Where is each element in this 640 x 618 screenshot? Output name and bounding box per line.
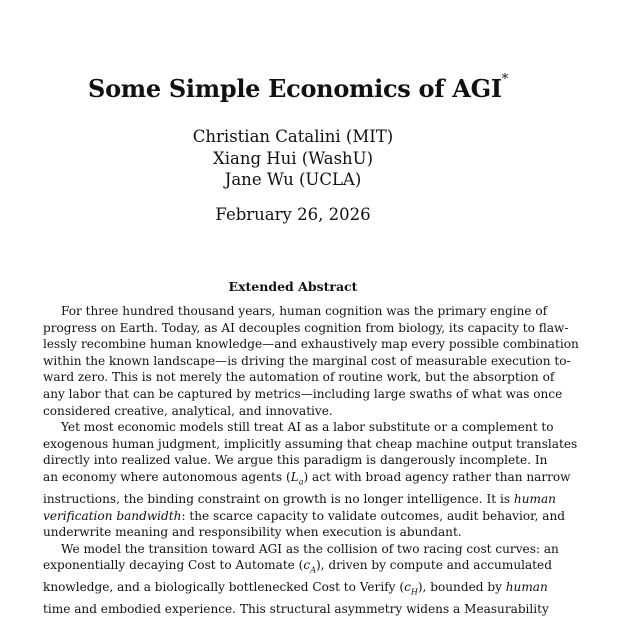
author-name: Xiang Hui (WashU) (212, 148, 374, 168)
text-line: exogenous human judgment, implicitly assuming that cheap machine output translates (43, 436, 578, 451)
author-list (0, 126, 586, 191)
abstract-body (43, 303, 579, 618)
paper-title (0, 74, 596, 103)
text-line: an economy where autonomous agents $(L_a)$ act with broad agency rather than narrow (43, 469, 571, 487)
text-line: progress on Earth. Today, as AI decouples cognition from biology, its capacity to flaw- (43, 320, 569, 335)
text-line: time and embodied experience. This structural asymmetry widens a Measurability (43, 602, 549, 617)
text-line: instructions, the binding constraint on growth is no longer intelligence. It is human (43, 491, 556, 506)
text-line: We model the transition toward AGI as the collision of two racing cost curves: an (61, 541, 559, 556)
text-line: verification bandwidth: the scarce capacity to validate outcomes, audit behavior, and (43, 508, 566, 523)
abstract-heading: Extended Abstract (228, 279, 358, 294)
abstract-paragraph (43, 303, 579, 419)
text-line: underwrite meaning and responsibility when execution is abundant. (43, 525, 462, 540)
paper-title-text: Some Simple Economics of AGI (88, 74, 502, 103)
text-line: knowledge, and a biologically bottlenecked Cost to Verify $(c_H)$, bounded by human (43, 580, 548, 597)
author-name: Jane Wu (UCLA) (224, 170, 362, 189)
abstract-paragraph (43, 541, 559, 618)
text-line: exponentially decaying Cost to Automate $(c_A)$, driven by compute and accumulated (43, 558, 552, 575)
text-line: For three hundred thousand years, human cognition was the primary engine of (61, 304, 548, 318)
text-line: within the known landscape—is driving the marginal cost of measurable execution to- (43, 353, 571, 368)
paper-date: February 26, 2026 (215, 205, 371, 224)
text-line: any labor that can be captured by metrics—including large swaths of what was once (43, 386, 563, 401)
text-line: considered creative, analytical, and innovative. (43, 403, 333, 418)
author-name: Christian Catalini (MIT) (192, 127, 394, 146)
title-footnote-mark: * (501, 72, 508, 87)
text-line: ward zero. This is not merely the automation of routine work, but the absorption of (43, 370, 555, 385)
text-line: lessly recombine human knowledge—and exhaustively map every possible combination (43, 337, 579, 352)
text-line: Yet most economic models still treat AI as a labor substitute or a complement to (61, 420, 554, 435)
abstract-paragraph (43, 419, 578, 541)
text-line: directly into realized value. We argue this paradigm is dangerously incomplete. In (43, 453, 548, 468)
